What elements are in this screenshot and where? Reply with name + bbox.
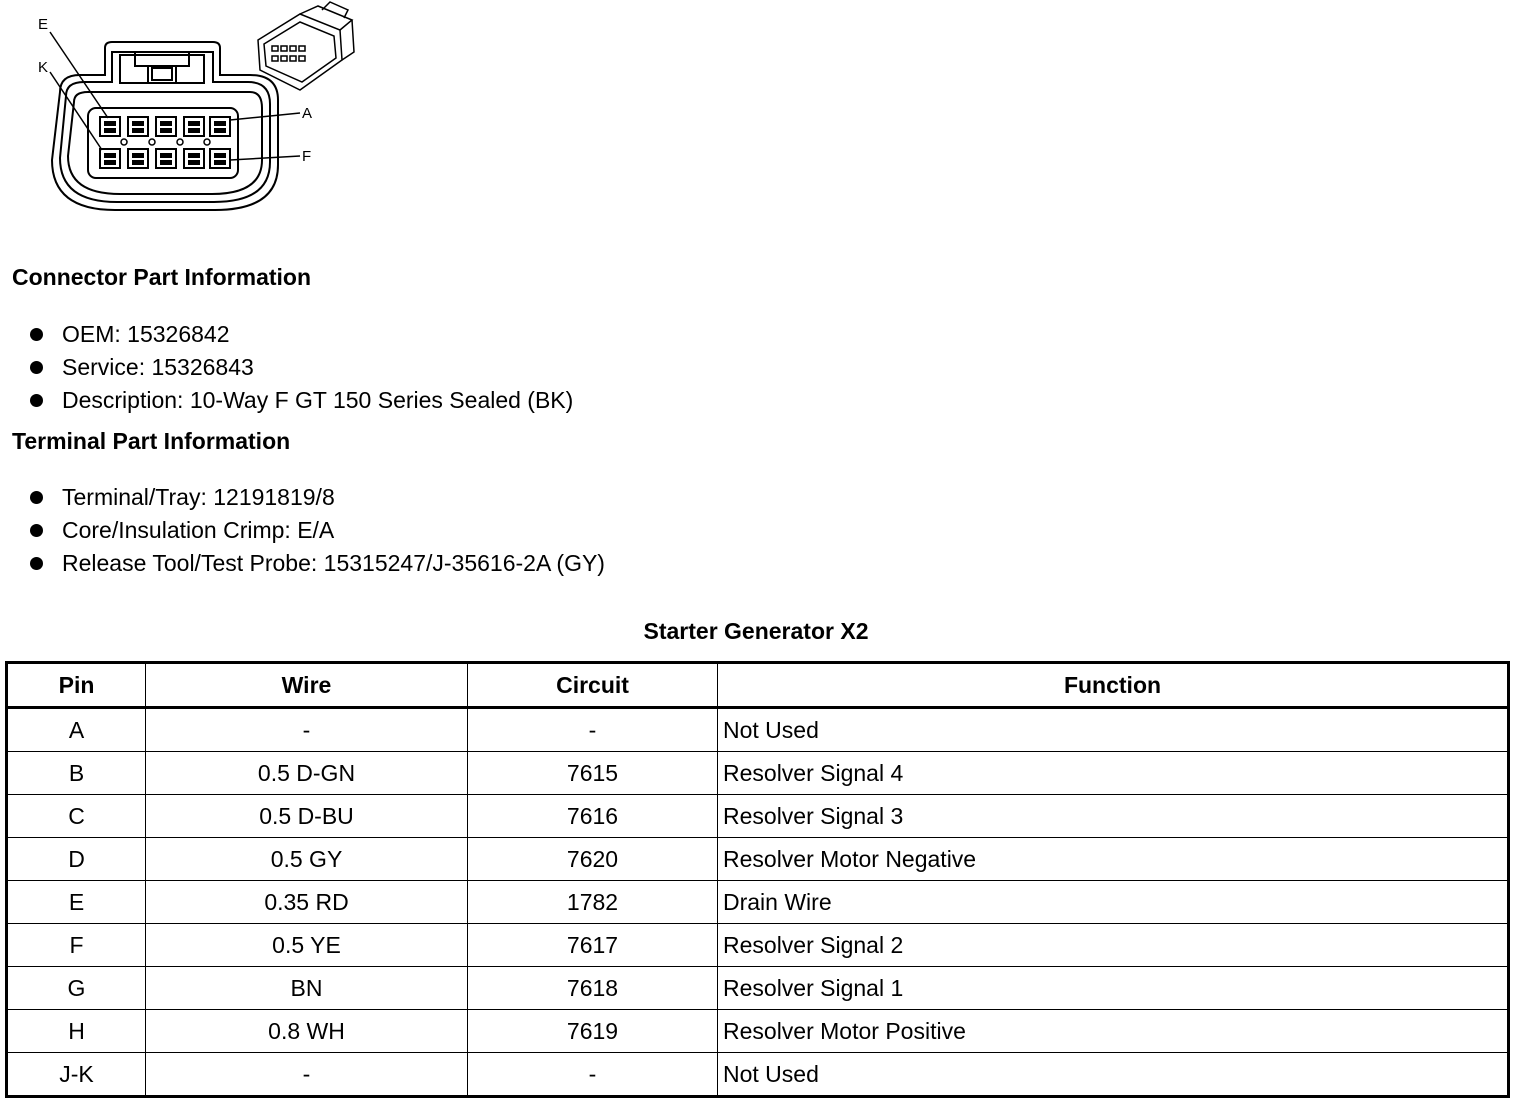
cell-wire: - <box>146 1053 468 1097</box>
terminal-info-list <box>28 481 605 580</box>
table-row <box>7 752 1509 795</box>
connector-section-title: Connector Part Information <box>12 264 312 290</box>
bullet-icon <box>30 491 43 504</box>
list-item: Core/Insulation Crimp: E/A <box>28 514 605 547</box>
cell-pin: D <box>7 838 146 881</box>
cell-wire: 0.5 GY <box>146 838 468 881</box>
cell-function: Resolver Signal 1 <box>718 967 1509 1010</box>
list-item: OEM: 15326842 <box>28 318 573 351</box>
list-item: Release Tool/Test Probe: 15315247/J-35616-2A (GY) <box>28 547 605 580</box>
table-header-row <box>7 663 1509 708</box>
table-row <box>7 795 1509 838</box>
table-row <box>7 1010 1509 1053</box>
header-function: Function <box>718 663 1509 708</box>
list-item: Service: 15326843 <box>28 351 573 384</box>
table-row <box>7 924 1509 967</box>
cell-wire: 0.35 RD <box>146 881 468 924</box>
table-row <box>7 1053 1509 1097</box>
list-item: Terminal/Tray: 12191819/8 <box>28 481 605 514</box>
cell-function: Not Used <box>718 1053 1509 1097</box>
cell-pin: E <box>7 881 146 924</box>
cell-pin: C <box>7 795 146 838</box>
cell-function: Resolver Motor Negative <box>718 838 1509 881</box>
cell-function: Resolver Signal 2 <box>718 924 1509 967</box>
connector-iso-icon <box>258 2 354 90</box>
pin-label-f: F <box>302 148 312 165</box>
cell-wire: 0.8 WH <box>146 1010 468 1053</box>
cell-pin: A <box>7 708 146 752</box>
cell-circuit: 7616 <box>468 795 718 838</box>
cell-circuit: 1782 <box>468 881 718 924</box>
cell-circuit: 7615 <box>468 752 718 795</box>
cell-function: Resolver Motor Positive <box>718 1010 1509 1053</box>
terminal-section-title: Terminal Part Information <box>12 428 291 454</box>
cell-wire: 0.5 YE <box>146 924 468 967</box>
bullet-icon <box>30 394 43 407</box>
cell-function: Resolver Signal 4 <box>718 752 1509 795</box>
cell-circuit: 7620 <box>468 838 718 881</box>
cell-wire: - <box>146 708 468 752</box>
bullet-icon <box>30 328 43 341</box>
cell-pin: H <box>7 1010 146 1053</box>
pin-label-e: E <box>38 16 49 33</box>
cell-wire: BN <box>146 967 468 1010</box>
pin-label-a: A <box>302 105 313 122</box>
connector-face-diagram <box>0 0 370 230</box>
bullet-icon <box>30 557 43 570</box>
cell-function: Not Used <box>718 708 1509 752</box>
cell-pin: B <box>7 752 146 795</box>
table-row <box>7 838 1509 881</box>
table-row <box>7 967 1509 1010</box>
pin-label-k: K <box>38 59 49 76</box>
cell-circuit: 7619 <box>468 1010 718 1053</box>
cell-pin: J-K <box>7 1053 146 1097</box>
cell-function: Resolver Signal 3 <box>718 795 1509 838</box>
bullet-icon <box>30 524 43 537</box>
list-item: Description: 10-Way F GT 150 Series Sealed (BK) <box>28 384 573 417</box>
table-row <box>7 881 1509 924</box>
header-wire: Wire <box>146 663 468 708</box>
cell-circuit: 7617 <box>468 924 718 967</box>
connector-info-list <box>28 318 573 417</box>
cell-pin: G <box>7 967 146 1010</box>
cell-circuit: 7618 <box>468 967 718 1010</box>
cell-function: Drain Wire <box>718 881 1509 924</box>
cell-circuit: - <box>468 1053 718 1097</box>
header-pin: Pin <box>7 663 146 708</box>
table-row <box>7 708 1509 752</box>
cell-pin: F <box>7 924 146 967</box>
cell-circuit: - <box>468 708 718 752</box>
bullet-icon <box>30 361 43 374</box>
cell-wire: 0.5 D-BU <box>146 795 468 838</box>
pinout-table <box>5 661 1510 1098</box>
header-circuit: Circuit <box>468 663 718 708</box>
table-title: Starter Generator X2 <box>643 618 869 644</box>
cell-wire: 0.5 D-GN <box>146 752 468 795</box>
